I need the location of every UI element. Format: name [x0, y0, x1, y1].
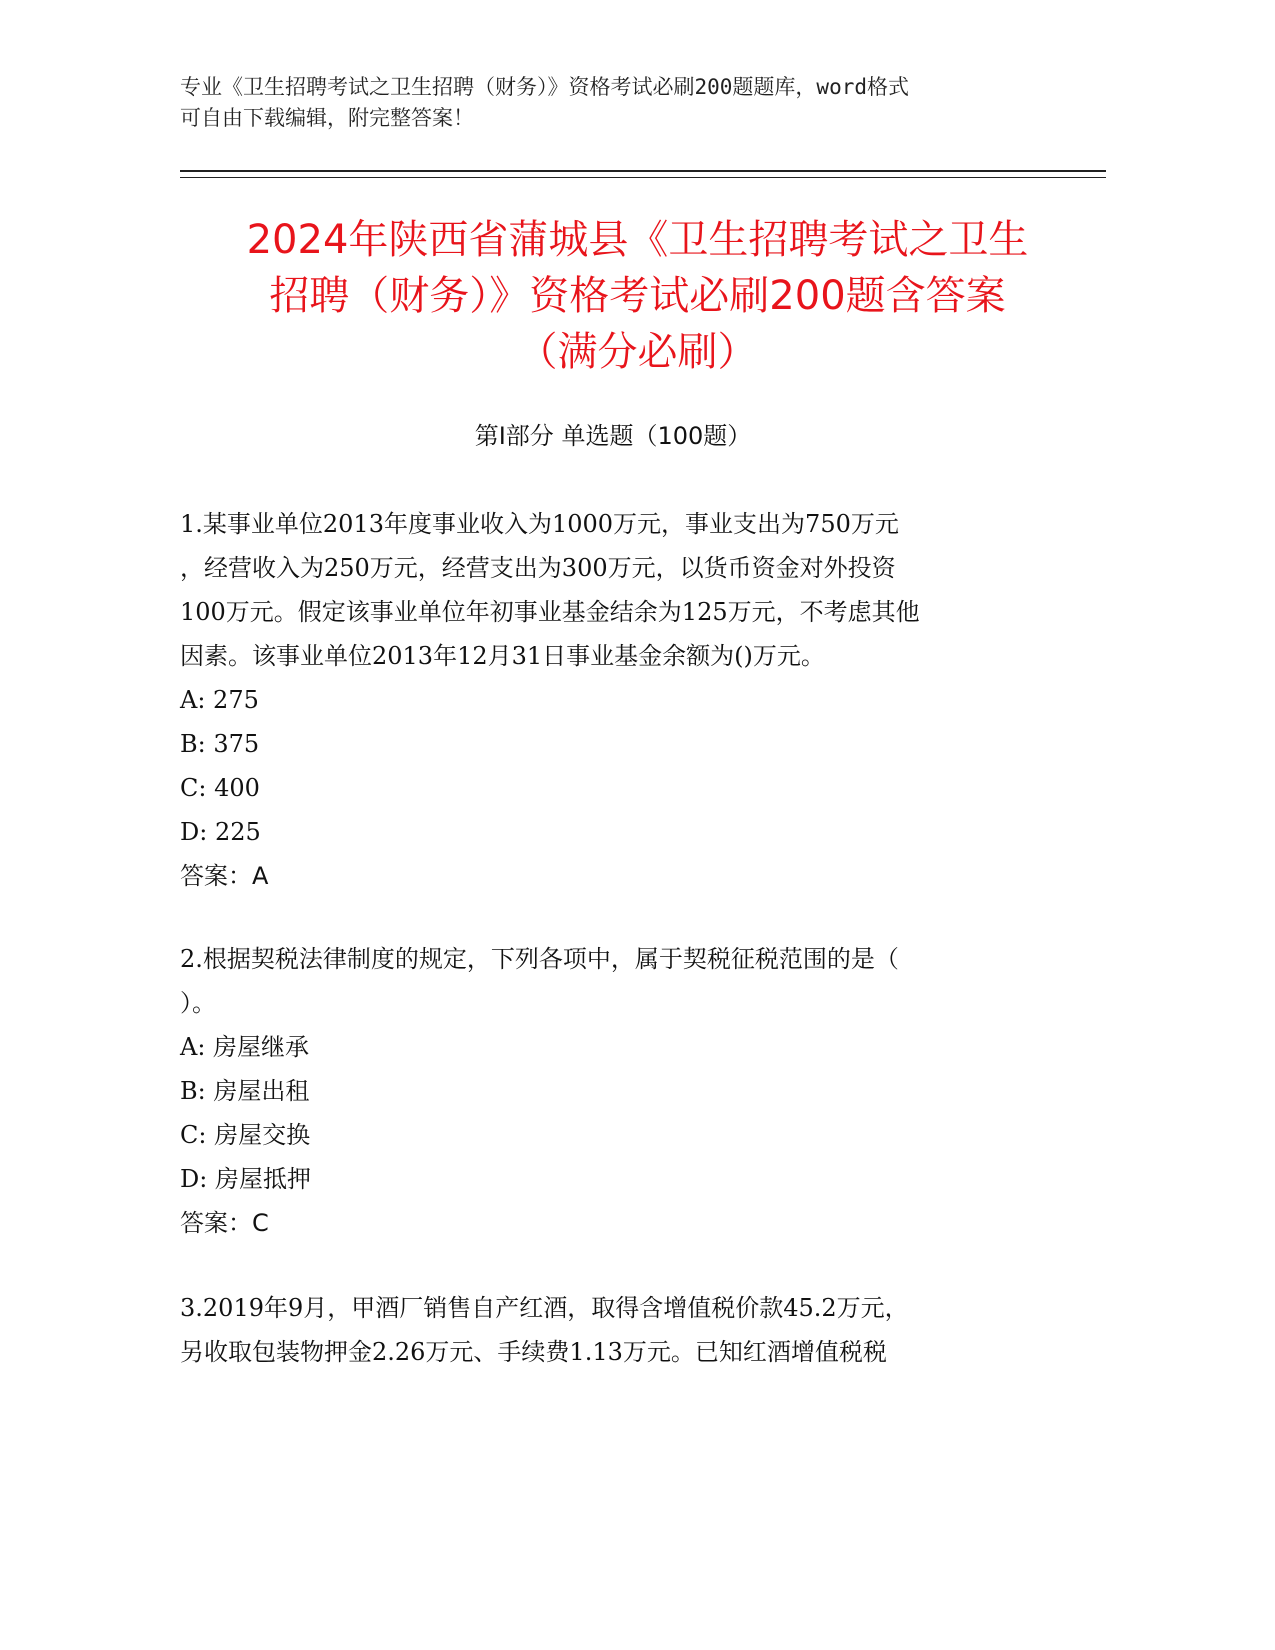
- question-text-line: 2.根据契税法律制度的规定，下列各项中，属于契税征税范围的是（: [180, 945, 899, 973]
- option-b: B: 375: [180, 730, 260, 758]
- header-divider: [180, 170, 1106, 172]
- title-line: 招聘（财务）》资格考试必刷200题含答案: [269, 273, 1006, 319]
- section-heading: 第Ⅰ部分 单选题（100题）: [474, 422, 752, 450]
- header-divider-thin: [180, 177, 1106, 178]
- option-c: C: 400: [180, 774, 260, 802]
- document-title: [140, 212, 1135, 380]
- title-line: （满分必刷）: [517, 329, 758, 375]
- answer-line: 答案：C: [180, 1209, 269, 1237]
- option-d: D: 225: [180, 818, 261, 846]
- title-line: 2024年陕西省蒲城县《卫生招聘考试之卫生: [246, 217, 1029, 263]
- option-b: B: 房屋出租: [180, 1077, 310, 1105]
- question-text-line: ，经营收入为250万元，经营支出为300万元，以货币资金对外投资: [180, 554, 896, 582]
- intro-line: 可自由下载编辑，附完整答案！: [180, 106, 474, 130]
- option-c: C: 房屋交换: [180, 1121, 311, 1149]
- option-d: D: 房屋抵押: [180, 1165, 311, 1193]
- question-text-line: 另收取包装物押金2.26万元、手续费1.13万元。已知红酒增值税税: [180, 1338, 887, 1366]
- question-text-line: 3.2019年9月，甲酒厂销售自产红酒，取得含增值税价款45.2万元，: [180, 1294, 909, 1322]
- question-3: [180, 1286, 1060, 1374]
- question-2: [180, 937, 1060, 1245]
- option-a: A: 房屋继承: [180, 1033, 310, 1061]
- question-text-line: 100万元。假定该事业单位年初事业基金结余为125万元，不考虑其他: [180, 598, 920, 626]
- document-intro: [180, 72, 1040, 134]
- question-text-line: 1.某事业单位2013年度事业收入为1000万元，事业支出为750万元: [180, 510, 899, 538]
- question-1: [180, 502, 1060, 898]
- option-a: A: 275: [180, 686, 259, 714]
- question-text-line: ）。: [180, 989, 216, 1017]
- answer-line: 答案：A: [180, 862, 269, 890]
- intro-line: 专业《卫生招聘考试之卫生招聘（财务）》资格考试必刷200题题库，word格式: [180, 75, 909, 99]
- question-text-line: 因素。该事业单位2013年12月31日事业基金余额为()万元。: [180, 642, 825, 670]
